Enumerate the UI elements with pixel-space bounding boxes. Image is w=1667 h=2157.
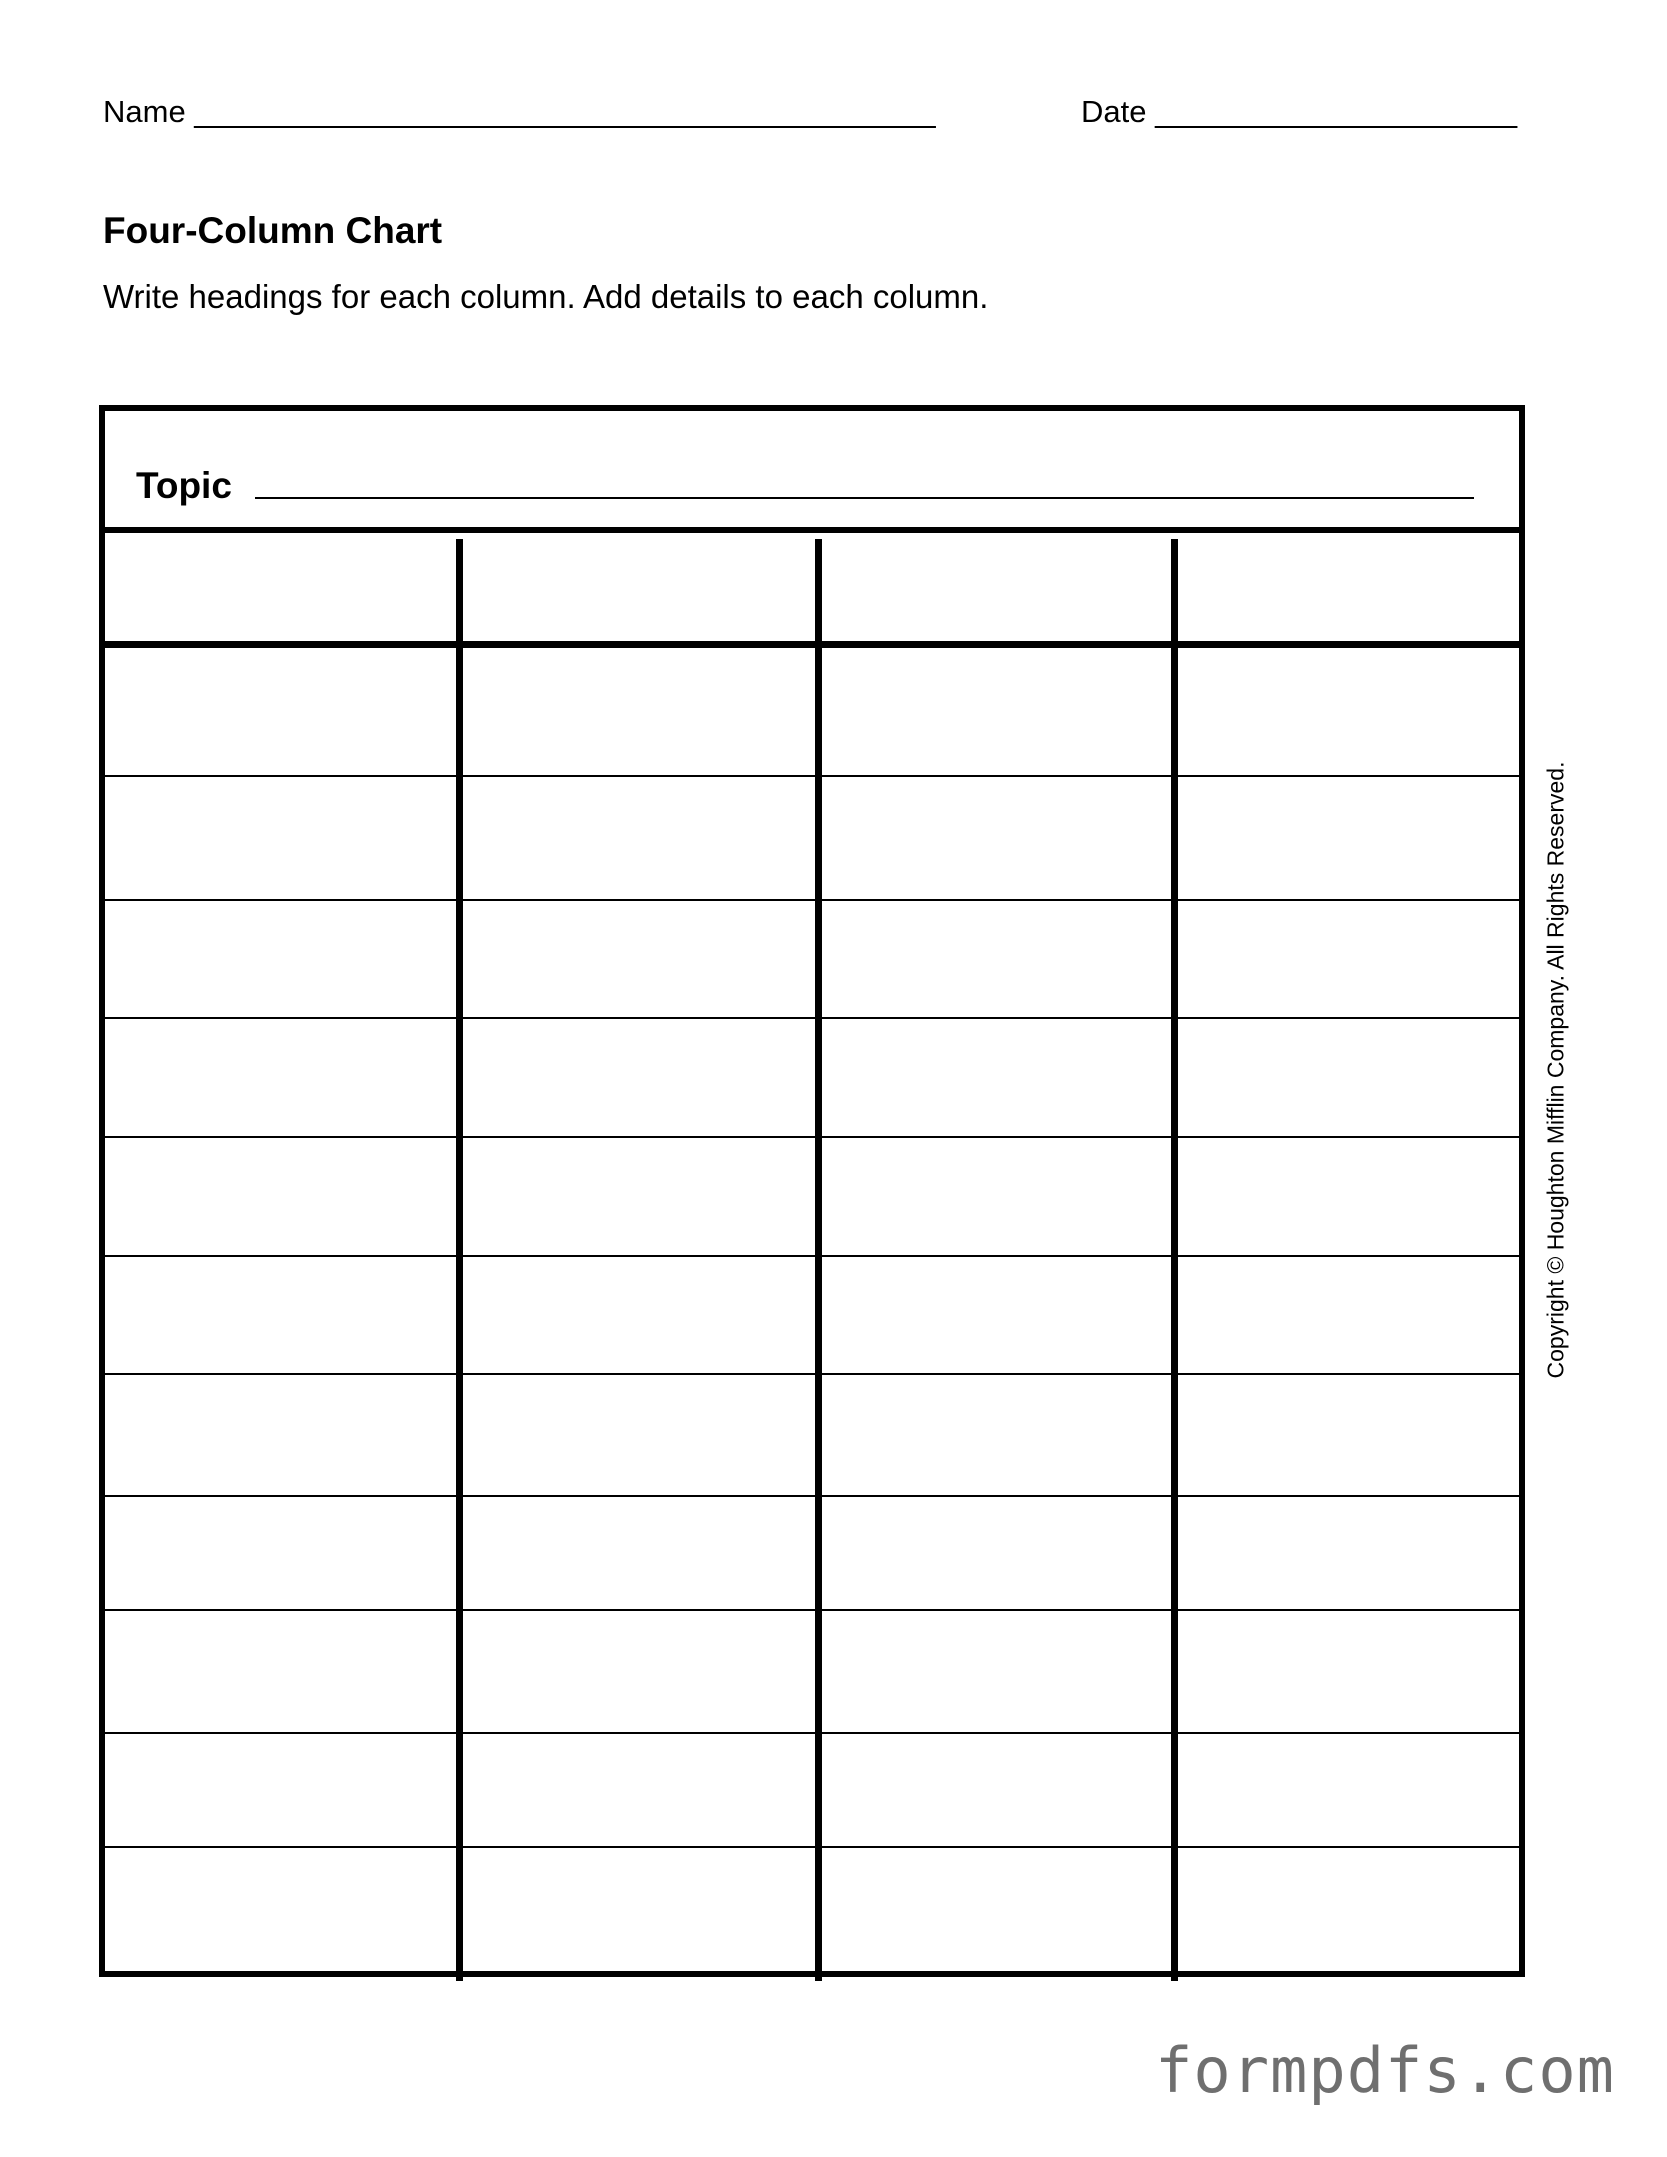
- row-divider-5: [105, 1255, 1519, 1257]
- column-heading-row[interactable]: [105, 533, 1519, 648]
- page-title: Four-Column Chart: [103, 210, 443, 251]
- row-divider-2: [105, 899, 1519, 901]
- date-field[interactable]: Date _____________________: [1081, 94, 1518, 129]
- four-column-chart: [99, 405, 1525, 1977]
- column-divider-2: [815, 539, 822, 1981]
- topic-label: Topic: [136, 465, 232, 506]
- watermark: formpdfs.com: [1155, 2034, 1615, 2107]
- row-divider-8: [105, 1609, 1519, 1611]
- row-divider-1: [105, 775, 1519, 777]
- column-divider-1: [456, 539, 463, 1981]
- row-divider-10: [105, 1846, 1519, 1848]
- name-field[interactable]: Name ___________________________________________: [103, 94, 936, 129]
- copyright-notice: Copyright © Houghton Mifflin Company. All Rights Reserved.: [1542, 761, 1569, 1379]
- instructions-text: Write headings for each column. Add details to each column.: [103, 278, 989, 315]
- row-divider-4: [105, 1136, 1519, 1138]
- row-divider-3: [105, 1017, 1519, 1019]
- row-divider-9: [105, 1732, 1519, 1734]
- row-divider-7: [105, 1495, 1519, 1497]
- topic-row: [105, 411, 1519, 533]
- column-divider-3: [1171, 539, 1178, 1981]
- topic-input-line[interactable]: [255, 497, 1474, 499]
- row-divider-6: [105, 1373, 1519, 1375]
